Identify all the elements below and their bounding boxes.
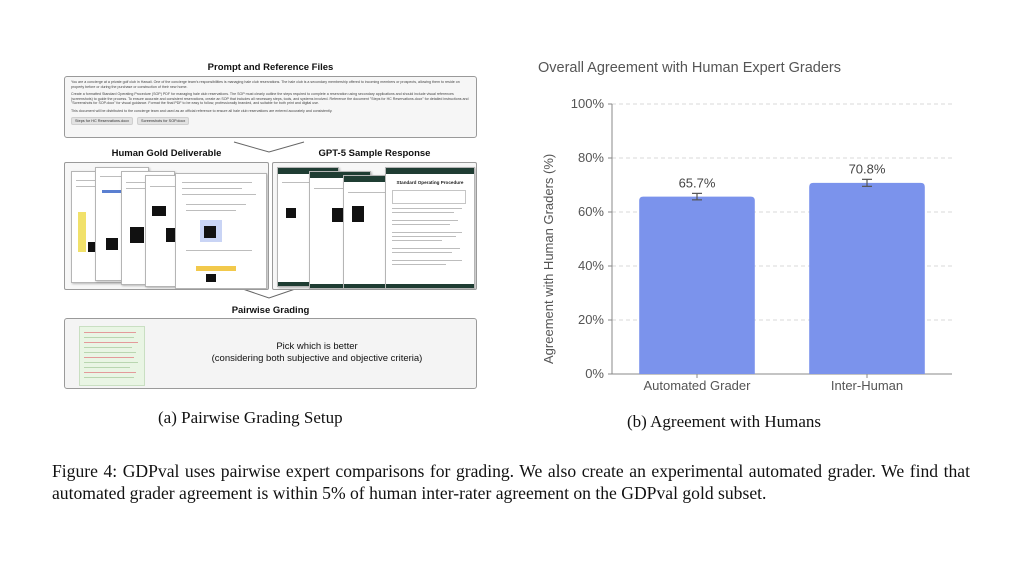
y-tick-label: 100% [570,96,604,111]
document-page [385,167,475,289]
bar [639,197,755,374]
gpt-response-heading: GPT-5 Sample Response [318,148,431,159]
pairwise-grading-heading: Pairwise Grading [231,305,310,316]
grading-instruction [157,341,477,365]
y-tick-label: 80% [577,150,604,165]
human-deliverable-heading: Human Gold Deliverable [111,148,222,159]
subfigure-caption-a: (a) Pairwise Grading Setup [158,408,343,427]
grading-document-thumbnail [79,326,145,386]
reference-file-chip: Screenshots for SOP.docx [137,117,189,125]
gpt-response-thumbnail [272,162,477,290]
pairwise-grading-box [64,318,477,389]
figure-caption: Figure 4: GDPval uses pairwise expert comparisons for grading. We also create an experimental automated grader. We find that automated grader agreement is within 5% of human inter-rater agreement on the GDPval gold subset. [52,461,970,503]
human-deliverable-thumbnail [64,162,269,290]
grading-text-line-1: Pick which is better [276,341,358,352]
bar [809,183,925,374]
y-tick-label: 60% [577,204,604,219]
x-tick-label: Automated Grader [643,378,751,393]
prompt-box [64,76,477,138]
grading-text-line-2: (considering both subjective and objective criteria) [211,353,423,364]
prompt-paragraph-3: This document will be distributed to the concierge team and used as an official reference to ensure all hale club reservations are entered accurately and consistently. [71,108,333,113]
prompt-paragraph-1: You are a concierge at a private golf club in Hawaii. One of the concierge team's responsibilities is managing hale club reservations. The hale club is a secondary membership offered to incoming members or prospects, allowing them to reside on property before or during the purchase or construction of their new home. [71,80,460,89]
y-tick-label: 20% [577,312,604,327]
y-tick-label: 0% [585,366,604,381]
chart-title: Overall Agreement with Human Expert Graders [538,60,842,76]
subfigure-caption-b: (b) Agreement with Humans [627,412,822,431]
prompt-heading: Prompt and Reference Files [207,62,334,73]
reference-files [71,117,470,125]
gpt-doc-title: Standard Operating Procedure [396,180,464,185]
y-tick-label: 40% [577,258,604,273]
bar-chart [520,90,980,400]
data-label: 70.8% [848,161,886,177]
data-label: 65.7% [678,175,716,191]
x-tick-label: Inter-Human [830,378,904,393]
prompt-paragraph-2: Create a formatted Standard Operating Procedure (SOP) PDF for managing hale club reservations. The SOP must clearly outline the steps required to complete a reservation using secondary applications and should include visual references (screenshots) to guide the process. To ensure accurate and consistent reservations, create an SOP that includes all necessary steps, tools, and systems involved. Reference the document "Steps for HC Reservations.docx" for detailed instructions and "Screenshots for SOP.docx" for visual guidance. Format the final PDF to be easy to follow, professionally branded, and suitable for both print and digital use. [71,92,469,106]
reference-file-chip: Steps for HC Reservations.docx [71,117,133,125]
y-axis-label: Agreement with Human Graders (%) [541,153,556,364]
document-page [175,173,267,289]
